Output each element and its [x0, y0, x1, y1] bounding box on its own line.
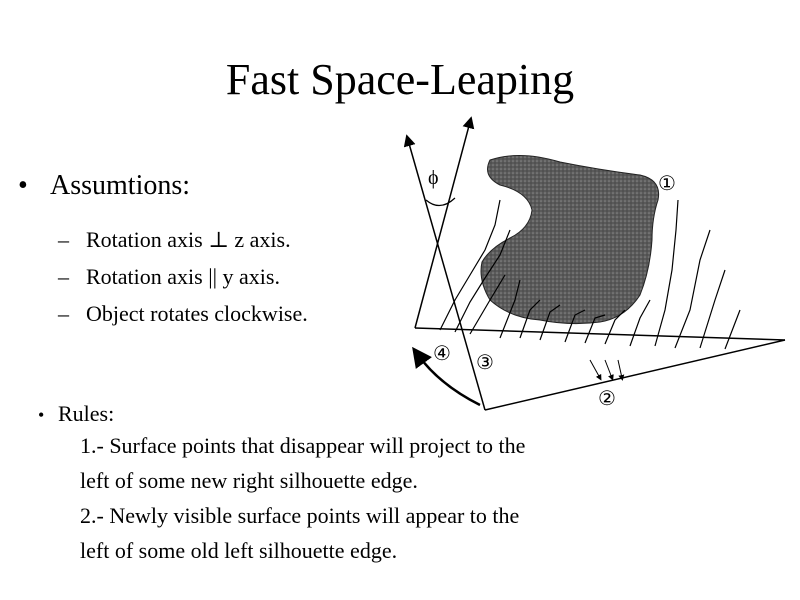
rule-line: left of some new right silhouette edge.	[80, 468, 418, 493]
assumptions-bullet	[18, 168, 190, 204]
marker-2: ②	[598, 386, 616, 410]
space-leaping-diagram	[380, 112, 800, 422]
ground-line	[485, 340, 785, 410]
assumption-text: Rotation axis || y axis.	[86, 264, 280, 289]
rule-line: left of some old left silhouette edge.	[80, 538, 398, 563]
assumption-item: – Rotation axis ⊥ z axis.	[58, 227, 291, 252]
angle-label: ϕ	[428, 167, 439, 189]
assumption-text: Object rotates clockwise.	[86, 301, 308, 326]
assumption-item: – Rotation axis || y axis.	[58, 264, 280, 289]
ray-arrow	[618, 360, 622, 378]
angle-arc	[426, 198, 455, 206]
rules-bullet	[38, 397, 114, 432]
axis-up	[415, 122, 470, 328]
ray-arrow	[590, 360, 600, 378]
marker-3: ③	[476, 350, 494, 374]
assumption-text: Rotation axis ⊥ z axis.	[86, 227, 291, 252]
marker-1: ①	[658, 171, 676, 195]
bullet-dot: •	[18, 170, 28, 201]
object-shape	[481, 155, 659, 323]
rule-line: 2.- Newly visible surface points will appear to the	[80, 503, 520, 528]
marker-4: ④	[433, 341, 451, 365]
bullet-dot: •	[38, 405, 45, 425]
rules-heading: Rules:	[58, 401, 115, 426]
axis-left	[408, 140, 485, 410]
assumption-item: – Object rotates clockwise.	[58, 301, 308, 326]
rule-line: 1.- Surface points that disappear will project to the	[80, 433, 526, 458]
assumptions-list	[58, 221, 308, 332]
ray-arrow	[605, 360, 612, 378]
assumptions-heading: Assumtions:	[50, 170, 191, 201]
rules-text	[80, 428, 525, 568]
slide-title: Fast Space-Leaping	[225, 55, 575, 104]
